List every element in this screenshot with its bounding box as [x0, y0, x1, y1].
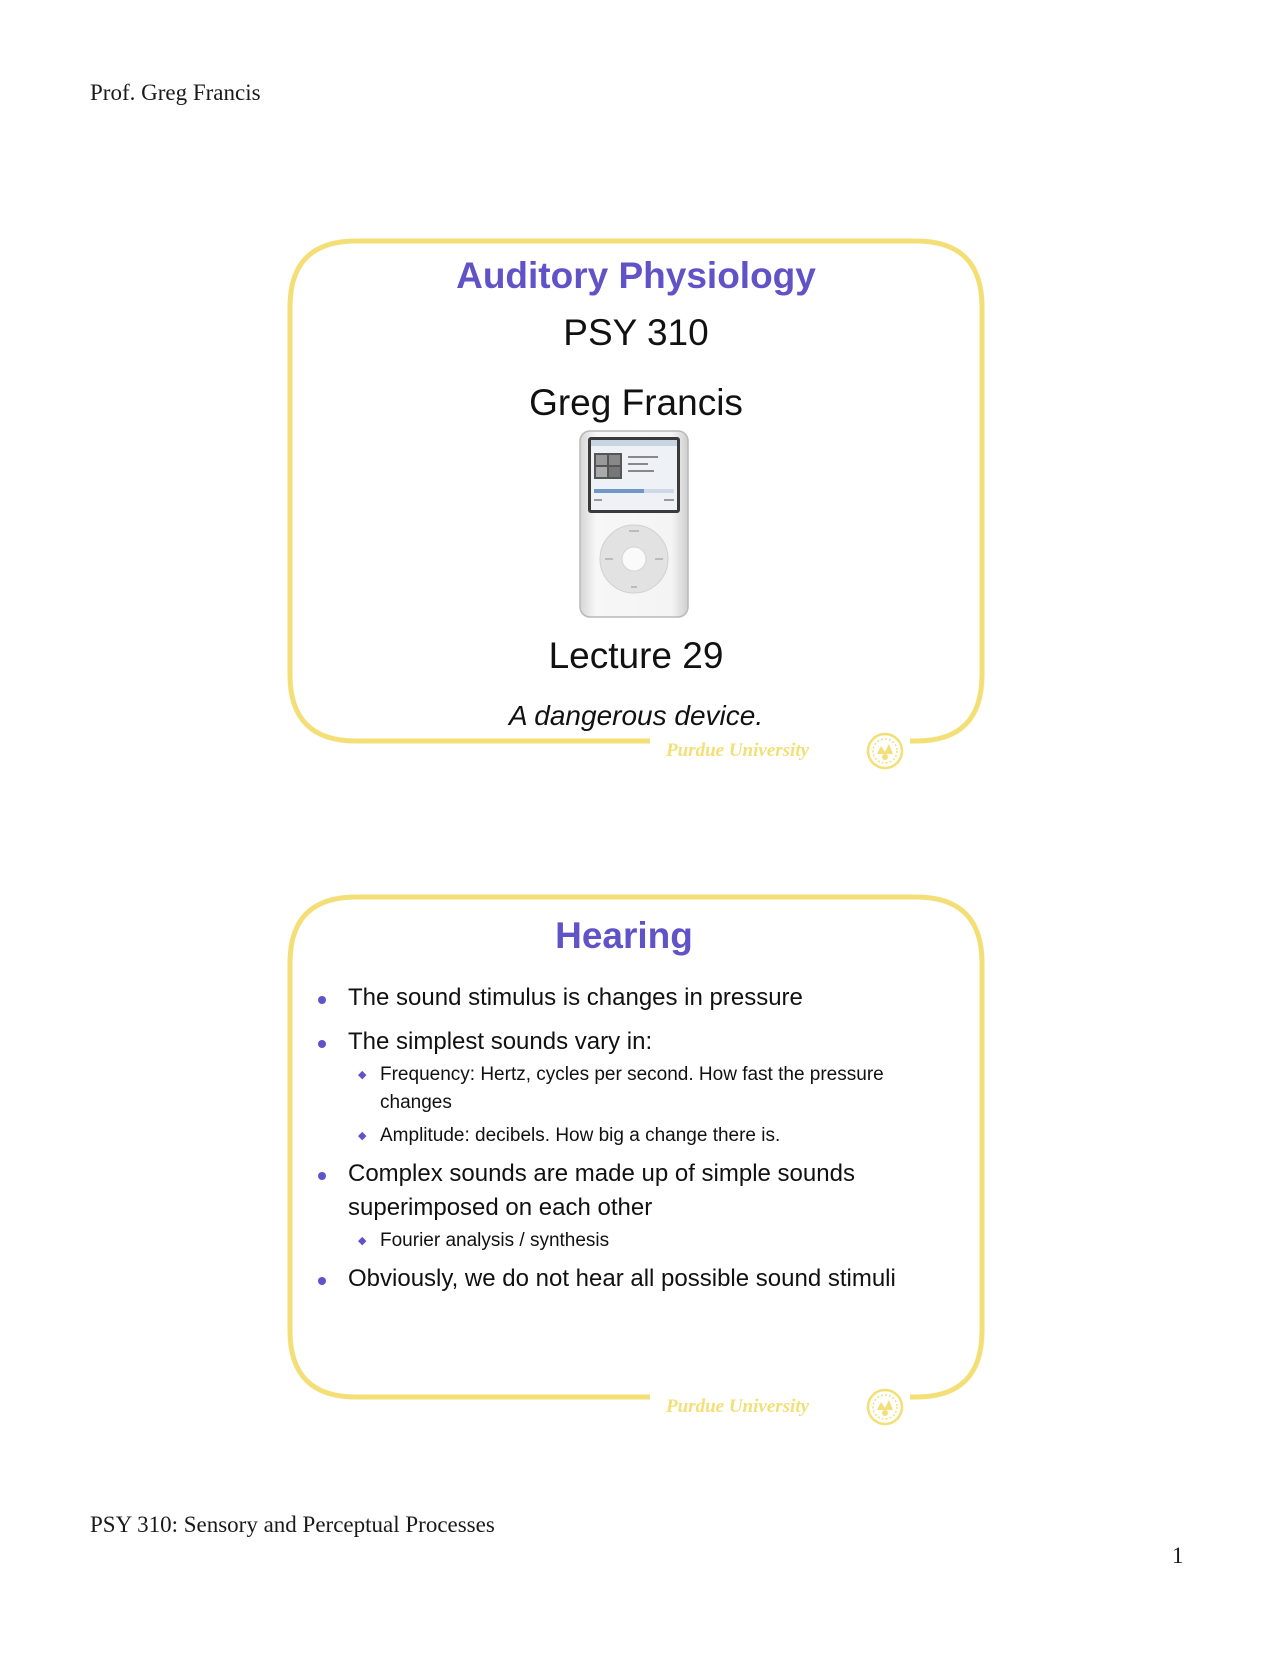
purdue-wordmark: Purdue University — [666, 1396, 810, 1417]
page-footer: PSY 310: Sensory and Perceptual Processes — [90, 1512, 495, 1537]
purdue-seal-icon — [866, 732, 904, 770]
slide-title — [286, 237, 986, 761]
purdue-seal-icon — [866, 1388, 904, 1426]
bullet-list — [314, 981, 934, 1306]
bullet-item: Obviously, we do not hear all possible sound stimuli — [314, 1262, 934, 1296]
ipod-icon — [578, 429, 690, 619]
sub-bullet-item: ◆ Amplitude: decibels. How big a change there is. — [314, 1122, 934, 1150]
page-header: Prof. Greg Francis — [90, 80, 261, 105]
author-name: Greg Francis — [529, 382, 743, 423]
lecture-subtitle: A dangerous device. — [508, 700, 764, 731]
page-number: 1 — [1172, 1543, 1184, 1568]
course-label: PSY 310 — [563, 312, 709, 353]
sub-bullet-item: ◆ Frequency: Hertz, cycles per second. How fast the pressure changes — [314, 1061, 934, 1117]
bullet-item: The sound stimulus is changes in pressure — [314, 981, 934, 1015]
lecture-number: Lecture 29 — [548, 635, 724, 676]
sub-bullet-item: ◆ Fourier analysis / synthesis — [314, 1227, 934, 1255]
bullet-item: The simplest sounds vary in: — [314, 1025, 934, 1059]
purdue-wordmark: Purdue University — [666, 740, 810, 761]
slide-title-text: Auditory Physiology — [456, 255, 816, 296]
bullet-item: Complex sounds are made up of simple sounds superimposed on each other — [314, 1157, 934, 1225]
slide-hearing — [286, 893, 986, 1417]
slide-title-text: Hearing — [555, 915, 693, 956]
